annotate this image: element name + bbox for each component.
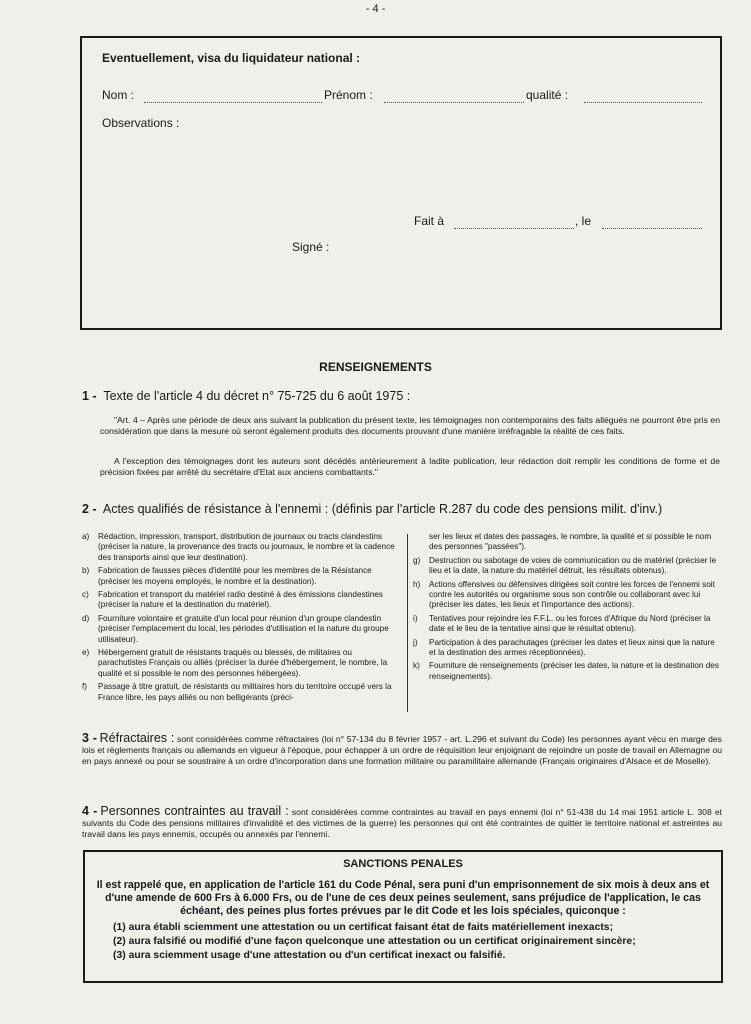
le-label: , le bbox=[575, 214, 592, 228]
item-letter: i) bbox=[413, 613, 418, 623]
section-3 bbox=[82, 733, 722, 767]
section-1-num: 1 - bbox=[82, 389, 97, 403]
item-text: Fourniture volontaire et gratuite d'un local pour réunion d'un groupe clandestin (préciser l'emplacement du local, les périodes d'utilisation et la nature du groupe utilisateur). bbox=[98, 613, 389, 644]
section-4 bbox=[82, 806, 722, 840]
column-divider bbox=[407, 534, 408, 712]
item-text: Hébergement gratuit de résistants traqués ou blessés, de militaires ou parachutistes Français ou alliés (préciser la durée d'hébergement, le nombre, la qualité et si possible le nom des personnes hébergées). bbox=[98, 648, 388, 678]
item-letter bbox=[413, 532, 429, 553]
item-letter: f) bbox=[82, 682, 88, 692]
item-text: Actions offensives ou défensives dirigées soit contre les forces de l'ennemi soit contre les autorités ou organisme sous son contrôle ou collaborant avec lui (préciser les dates, les lieux et l'importance des actions). bbox=[429, 579, 715, 610]
fait-label: Fait à bbox=[414, 214, 445, 228]
item-text: ser les lieux et dates des passages, le nombre, la qualité et si possible le nom des personnes "passées"). bbox=[429, 532, 712, 552]
section-1-heading: Texte de l'article 4 du décret n° 75-725 du 6 août 1975 : bbox=[103, 389, 411, 403]
qualite-field[interactable] bbox=[584, 102, 702, 103]
section-3-heading: Réfractaires : bbox=[99, 731, 175, 745]
section-1-para-2: A l'exception des témoignages dont les auteurs sont décédés antérieurement à ladite publication, leur rédaction doit remplir les conditions de forme et de précision fixées par arrêté du secrétaire d'Etat aux anciens combattants." bbox=[100, 456, 720, 477]
sanctions-box bbox=[83, 850, 723, 983]
item-text: Destruction ou sabotage de voies de communication ou de matériel (préciser le lieu et la date, la nature du matériel détruit, les résultats obtenus). bbox=[429, 555, 717, 576]
item-text: Tentatives pour rejoindre les F.F.L. ou les forces d'Afrique du Nord (préciser la date et le lieu de la tentative ainsi que le résultat obtenu). bbox=[429, 613, 711, 634]
section-4-heading: Personnes contraintes au travail : bbox=[100, 804, 289, 818]
list-item bbox=[82, 590, 398, 611]
list-item bbox=[82, 614, 398, 645]
fait-field[interactable] bbox=[454, 228, 574, 229]
item-text: Fabrication de fausses pièces d'identité pour les membres de la Résistance (préciser les moyens employés, le nombre et la destination). bbox=[98, 566, 372, 586]
item-letter: e) bbox=[82, 648, 90, 658]
list-item bbox=[413, 614, 723, 635]
section-1-title bbox=[82, 389, 410, 403]
section-4-text: sont considérées comme contraintes au travail en pays ennemi (loi n° 51-438 du 14 mai 1951 article L. 308 et suivants du Code des pensions militaires d'invalidité et des victimes de la guerre) les personnes qui ont été contraintes de quitter le territoire national et astreintes au travail dans les pays ennemis, occupés ou annexés par l'ennemi. bbox=[82, 807, 722, 839]
list-item bbox=[82, 566, 398, 587]
item-letter: g) bbox=[413, 555, 421, 565]
item-text: Fourniture de renseignements (préciser les dates, la nature et la destination des renseignements). bbox=[429, 661, 719, 681]
sanction-item: (3) aura sciemment usage d'une attestation ou d'un certificat inexact ou falsifié. bbox=[113, 950, 506, 961]
item-letter: j) bbox=[413, 637, 418, 647]
prenom-field[interactable] bbox=[384, 102, 524, 103]
sanction-item: (1) aura établi sciemment une attestation ou un certificat faisant état de faits matériellement inexacts; bbox=[113, 922, 614, 933]
le-field[interactable] bbox=[602, 228, 702, 229]
item-text: Passage à titre gratuit, de résistants ou militaires hors du territoire occupé vers la France libre, les pays alliés ou non belligérants (préci- bbox=[98, 682, 392, 702]
item-letter: a) bbox=[82, 532, 90, 541]
item-letter: k) bbox=[413, 661, 420, 671]
sanctions-paragraph: Il est rappelé que, en application de l'article 161 du Code Pénal, sera puni d'un emprisonnement de six mois à deux ans et d'une amende de 600 Frs à 6.000 Frs, ou de l'une de ces deux peines seulement, sans préjudice de l'application, le cas échéant, des peines plus fortes prévues par le dit Code et les lois spéciales, quiconque : bbox=[96, 879, 710, 917]
section-2-heading: Actes qualifiés de résistance à l'ennemi : (définis par l'article R.287 du code des pensions milit. d'inv.) bbox=[102, 502, 663, 516]
section-1-para-1: "Art. 4 – Après une période de deux ans suivant la publication du présent texte, les témoignages non contemporains des faits allégués ne pourront être pris en considération que dans la mesure où seront également produits des documents prouvant d'une manière irréfragable la réalité de ces faits. bbox=[100, 415, 720, 436]
section-3-text: sont considérées comme réfractaires (loi n° 57-134 du 8 février 1957 - art. L.296 et suivant du Code) les personnes ayant vécu en marge des lois et règlements français ou allemands en vigueur à l'époque, pour échapper à un ordre de réquisition leur enjoignant de rejoindre un poste de travail en Allemagne ou en pays annexé ou pour se soustraire à un ordre d'incorporation dans une formation militaire ou paramilitaire allemande (Français originaires d'Alsace et de Moselle). bbox=[82, 734, 722, 766]
nom-label: Nom : bbox=[102, 88, 135, 102]
list-item bbox=[413, 556, 723, 577]
section-2-num: 2 - bbox=[82, 502, 97, 516]
item-letter: c) bbox=[82, 590, 89, 600]
sanctions-list bbox=[113, 921, 711, 963]
list-item bbox=[413, 532, 723, 553]
observations-label: Observations : bbox=[102, 116, 180, 130]
list-item bbox=[82, 532, 398, 563]
signe-label: Signé : bbox=[292, 240, 330, 254]
sanction-item: (2) aura falsifié ou modifié d'une façon quelconque une attestation ou un certificat originairement sincère; bbox=[113, 936, 636, 947]
section-2-right-column bbox=[413, 532, 723, 685]
visa-box bbox=[80, 36, 722, 330]
list-item bbox=[413, 638, 723, 659]
nom-field[interactable] bbox=[144, 102, 322, 103]
list-item bbox=[413, 580, 723, 611]
list-item bbox=[82, 648, 398, 679]
item-letter: b) bbox=[82, 566, 90, 576]
section-4-num: 4 - bbox=[82, 804, 98, 818]
list-item bbox=[82, 682, 398, 703]
sanctions-title: SANCTIONS PENALES bbox=[343, 858, 463, 870]
item-text: Fabrication et transport du matériel radio destiné à des émissions clandestines (préciser la nature et la destination du matériel). bbox=[98, 590, 383, 610]
renseignements-title: RENSEIGNEMENTS bbox=[319, 360, 432, 374]
section-3-num: 3 - bbox=[82, 731, 97, 745]
prenom-label: Prénom : bbox=[324, 88, 373, 102]
section-2-title bbox=[82, 502, 662, 516]
list-item bbox=[413, 661, 723, 682]
item-letter: d) bbox=[82, 613, 90, 623]
page-number: - 4 - bbox=[365, 3, 386, 15]
qualite-label: qualité : bbox=[526, 88, 569, 102]
item-text: Participation à des parachutages (préciser les dates et lieux ainsi que la nature et la destination des armes réceptionnées). bbox=[429, 637, 715, 658]
item-letter: h) bbox=[413, 579, 421, 589]
visa-title: Eventuellement, visa du liquidateur national : bbox=[102, 51, 361, 65]
item-text: Rédaction, impression, transport, distribution de journaux ou tracts clandestins (préciser la nature, la provenance des tracts ou journaux, le nombre et la cadence des transports ainsi que leur destination). bbox=[98, 532, 395, 562]
section-2-left-column bbox=[82, 532, 398, 706]
